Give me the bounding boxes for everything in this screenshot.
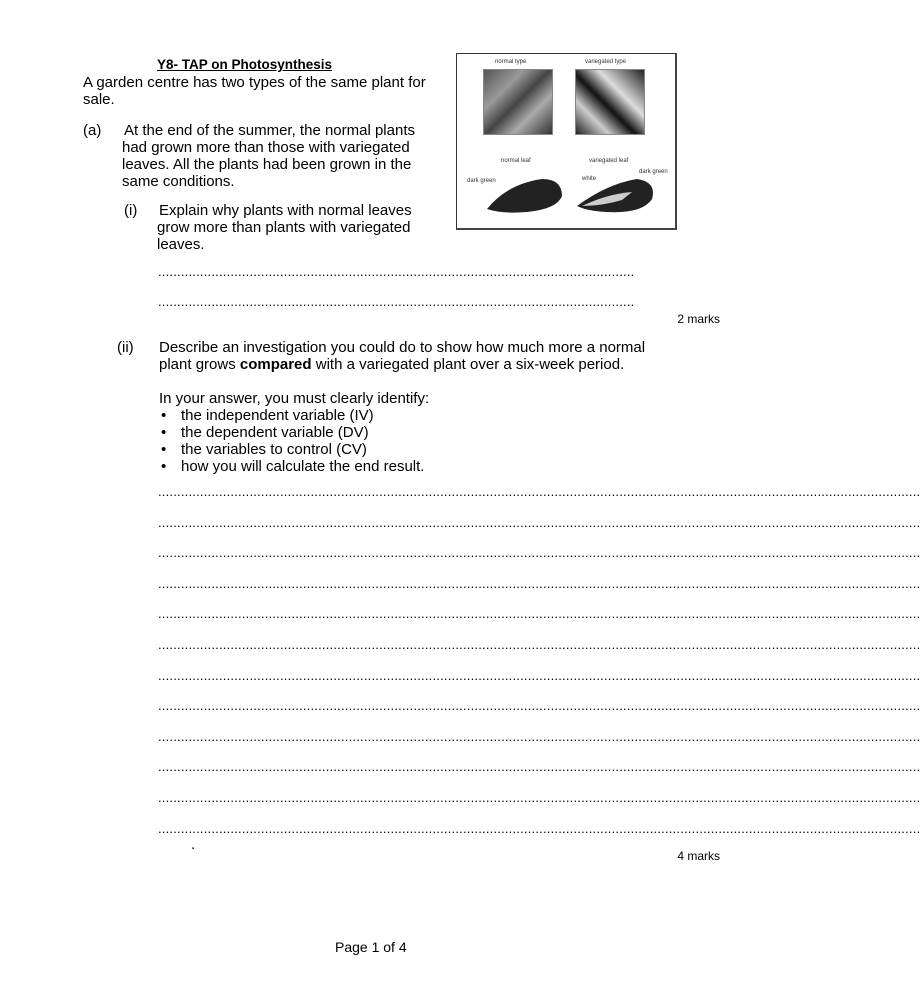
text-line: At the end of the summer, the normal plants: [124, 122, 415, 139]
part-ii-text: [159, 339, 645, 475]
part-a-text: [124, 122, 415, 190]
answer-line[interactable]: ........................................................................................................................................................................................................: [158, 728, 920, 744]
marks-label: 2 marks: [677, 312, 720, 326]
figure-label: normal type: [495, 59, 527, 65]
text: plant grows: [159, 356, 240, 373]
part-ii-label: (ii): [117, 339, 134, 356]
answer-line[interactable]: ........................................................................................................................................................................................................: [158, 637, 920, 652]
answer-line[interactable]: .............................................................................................................................: [158, 264, 635, 279]
bullet-item: • the dependent variable (DV): [159, 424, 645, 441]
text: with a variegated plant over a six-week period.: [311, 356, 625, 373]
page-title: Y8- TAP on Photosynthesis: [157, 57, 333, 72]
text-line: grow more than plants with variegated: [157, 219, 411, 236]
stray-dot: .: [191, 836, 196, 853]
intro-line: A garden centre has two types of the same plant for: [83, 74, 426, 91]
intro-text: [83, 74, 426, 108]
answer-line[interactable]: ........................................................................................................................................................................................................: [158, 698, 920, 714]
bullet-item: • the independent variable (IV): [159, 407, 645, 424]
intro-line: sale.: [83, 91, 115, 108]
text-line: had grown more than those with variegated: [122, 139, 410, 156]
figure-label: white: [582, 176, 597, 182]
bullet-item: • how you will calculate the end result.: [159, 458, 645, 475]
figure-label: variegated type: [585, 59, 627, 65]
answer-line[interactable]: ........................................................................................................................................................................................................: [158, 790, 920, 805]
answer-line[interactable]: ........................................................................................................................................................................................................: [158, 667, 920, 683]
page-footer: Page 1 of 4: [335, 939, 407, 955]
leaf-drawings: [457, 54, 675, 228]
text-line: Describe an investigation you could do to show how much more a normal: [159, 339, 646, 356]
instruction: In your answer, you must clearly identify:: [159, 390, 430, 407]
text-line: same conditions.: [122, 173, 235, 190]
figure-label: dark green: [639, 169, 668, 175]
text-line: leaves.: [157, 236, 205, 253]
bullet-item: • the variables to control (CV): [159, 441, 645, 458]
answer-line[interactable]: ........................................................................................................................................................................................................: [158, 759, 920, 775]
answer-line[interactable]: .............................................................................................................................: [158, 294, 635, 309]
bold-text: compared: [239, 356, 312, 373]
figure-label: dark green: [467, 178, 496, 184]
answer-line[interactable]: ........................................................................................................................................................................................................: [158, 514, 920, 530]
text-line: Explain why plants with normal leaves: [159, 202, 412, 219]
part-i-label: (i): [124, 202, 138, 219]
text-line: leaves. All the plants had been grown in the: [122, 156, 412, 173]
marks-label: 4 marks: [677, 849, 720, 863]
answer-line[interactable]: ........................................................................................................................................................................................................: [158, 575, 920, 591]
bullet-list: [159, 407, 645, 475]
answer-line[interactable]: ........................................................................................................................................................................................................: [158, 545, 920, 561]
figure-label: normal leaf: [501, 158, 531, 164]
answer-line[interactable]: ........................................................................................................................................................................................................: [158, 606, 920, 622]
answer-line[interactable]: ........................................................................................................................................................................................................: [158, 484, 920, 499]
answer-line[interactable]: ........................................................................................................................................................................................................: [158, 820, 920, 836]
part-i-text: [159, 202, 412, 253]
part-a-label: (a): [83, 122, 102, 139]
text-line: [159, 356, 645, 373]
figure-label: variegated leaf: [589, 158, 629, 164]
plant-figure: [456, 53, 677, 230]
